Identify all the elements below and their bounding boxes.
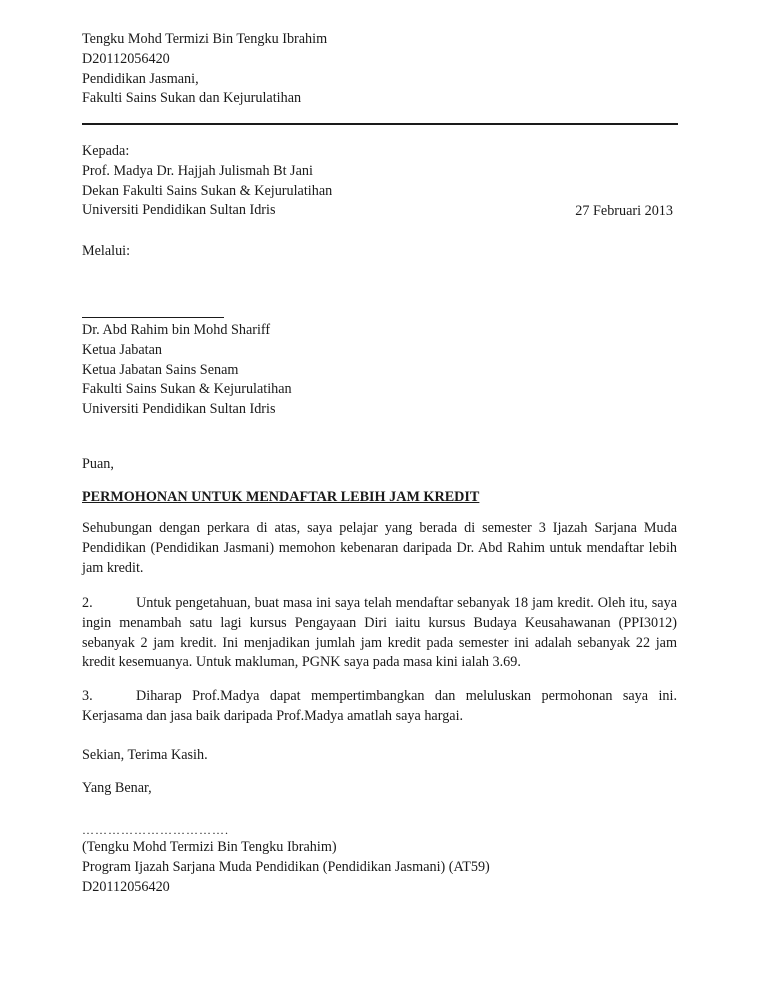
sender-block bbox=[82, 30, 678, 109]
sender-id: D20112056420 bbox=[82, 50, 170, 67]
signature-dots: ……………………………. bbox=[82, 823, 229, 837]
letter-subject: PERMOHONAN UNTUK MENDAFTAR LEBIH JAM KREDIT bbox=[82, 489, 480, 505]
via-faculty: Fakulti Sains Sukan & Kejurulatihan bbox=[82, 381, 292, 398]
paragraph-3-text: Diharap Prof.Madya dapat mempertimbangkan dan meluluskan permohonan saya ini. Kerjasama dan jasa baik daripada Prof.Madya amatlah saya hargai. bbox=[82, 688, 677, 724]
paragraph-2 bbox=[82, 594, 677, 673]
via-block bbox=[82, 321, 678, 420]
recipient-name: Prof. Madya Dr. Hajjah Julismah Bt Jani bbox=[82, 162, 313, 179]
recipient-title: Dekan Fakulti Sains Sukan & Kejurulatihan bbox=[82, 182, 333, 199]
paragraph-1: Sehubungan dengan perkara di atas, saya pelajar yang berada di semester 3 Ijazah Sarjana Muda Pendidikan (Pendidikan Jasmani) memohon kebenaran daripada Dr. Abd Rahim untuk mendaftar lebih jam kredit. bbox=[82, 520, 677, 576]
closing-thanks: Sekian, Terima Kasih. bbox=[82, 747, 208, 763]
signatory-program: Program Ijazah Sarjana Muda Pendidikan (Pendidikan Jasmani) (AT59) bbox=[82, 858, 490, 875]
signatory-id: D20112056420 bbox=[82, 878, 170, 895]
sender-name: Tengku Mohd Termizi Bin Tengku Ibrahim bbox=[82, 31, 328, 47]
via-university: Universiti Pendidikan Sultan Idris bbox=[82, 401, 276, 418]
paragraph-3-number: 3. bbox=[82, 688, 93, 704]
closing-yours-block bbox=[82, 779, 678, 799]
recipient-label: Kepada: bbox=[82, 143, 130, 159]
header-divider bbox=[82, 123, 678, 125]
via-position: Ketua Jabatan bbox=[82, 341, 162, 358]
closing-thanks-block bbox=[82, 746, 678, 766]
via-label: Melalui: bbox=[82, 243, 131, 259]
via-label-block bbox=[82, 242, 678, 262]
salutation-block bbox=[82, 455, 678, 475]
via-name: Dr. Abd Rahim bin Mohd Shariff bbox=[82, 322, 271, 338]
signature-line bbox=[82, 317, 224, 318]
letter-date: 27 Februari 2013 bbox=[575, 203, 673, 219]
sender-faculty: Fakulti Sains Sukan dan Kejurulatihan bbox=[82, 90, 302, 107]
paragraph-2-text: Untuk pengetahuan, buat masa ini saya telah mendaftar sebanyak 18 jam kredit. Oleh itu, saya ingin menambah satu lagi kursus Pengayaan Diri iaitu kursus Budaya Keusahawanan (PPI3012) sebanyak 2 jam kredit. Ini menjadikan jumlah jam kredit pada semester ini adalah sebanyak 22 jam kredit kesemuanya. Untuk makluman, PGNK saya pada masa kini ialah 3.69. bbox=[82, 595, 677, 671]
sender-program: Pendidikan Jasmani, bbox=[82, 70, 199, 87]
via-department: Ketua Jabatan Sains Senam bbox=[82, 361, 239, 378]
salutation: Puan, bbox=[82, 456, 114, 472]
paragraph-3 bbox=[82, 687, 677, 727]
signatory-name: (Tengku Mohd Termizi Bin Tengku Ibrahim) bbox=[82, 839, 337, 855]
recipient-university: Universiti Pendidikan Sultan Idris bbox=[82, 202, 276, 219]
closing-yours: Yang Benar, bbox=[82, 780, 152, 796]
signatory-block bbox=[82, 838, 678, 897]
paragraph-2-number: 2. bbox=[82, 595, 93, 611]
